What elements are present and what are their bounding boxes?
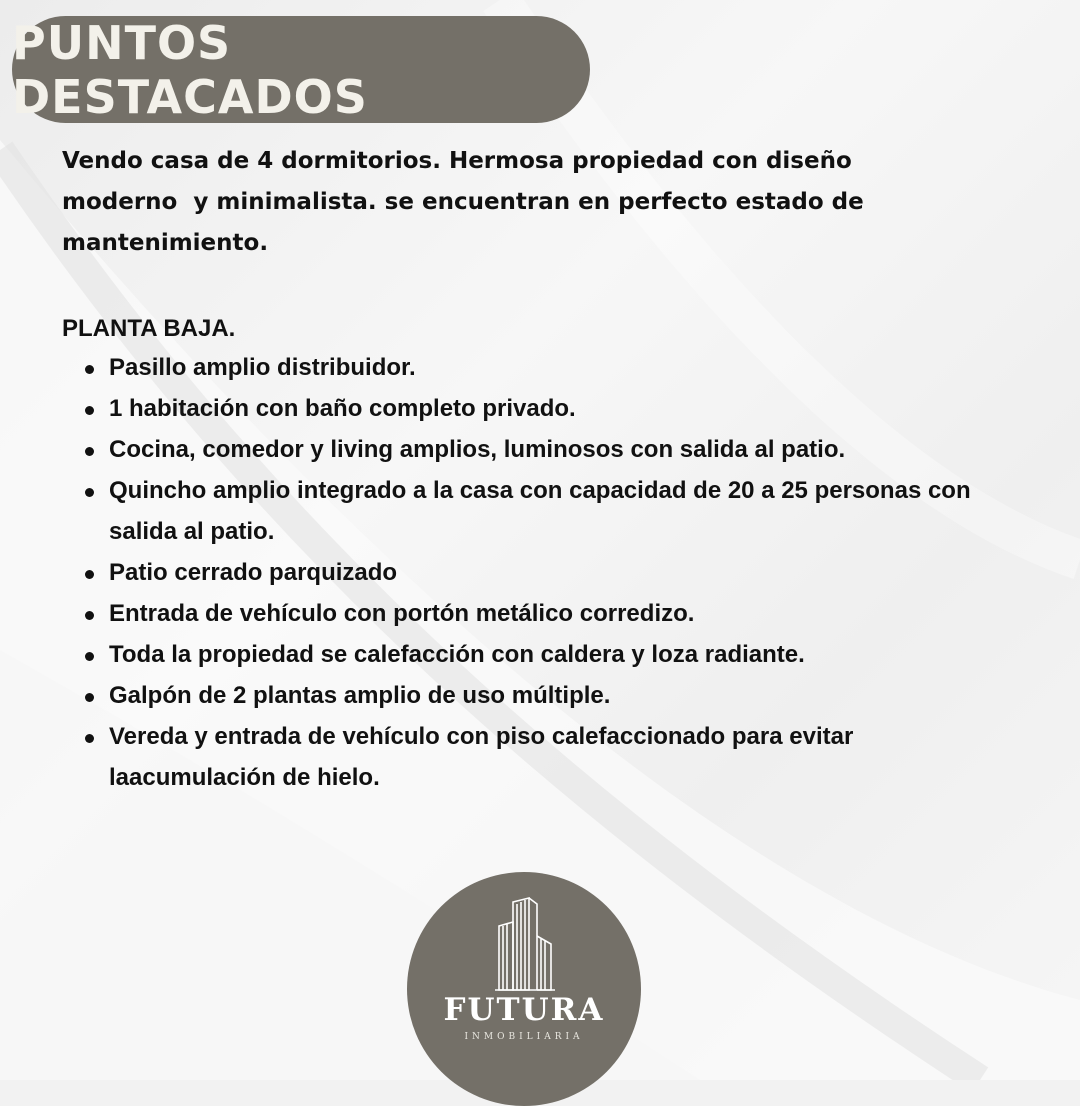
logo-name: FUTURA [443, 992, 605, 1028]
bullet-icon [85, 652, 94, 661]
list-item [82, 716, 1012, 798]
intro-paragraph: Vendo casa de 4 dormitorios. Hermosa propiedad con diseño moderno y minimalista. se encuentran en perfecto estado de mantenimiento. [62, 148, 864, 256]
futura-logo [407, 872, 641, 1080]
list-item-text: Cocina, comedor y living amplios, luminosos con salida al patio. [109, 436, 846, 463]
list-item-text: Entrada de vehículo con portón metálico corredizo. [109, 600, 695, 627]
list-item-text: Toda la propiedad se calefacción con caldera y loza radiante. [109, 641, 805, 668]
list-item-text: 1 habitación con baño completo privado. [109, 395, 576, 422]
list-item-text: Patio cerrado parquizado [109, 559, 398, 586]
bullet-icon [85, 570, 94, 579]
bullet-icon [85, 447, 94, 456]
section-title-planta-baja: PLANTA BAJA. [62, 315, 236, 342]
logo-subtitle: INMOBILIARIA [464, 1032, 584, 1042]
title-pill [12, 16, 590, 123]
bullet-icon [85, 611, 94, 620]
list-item [82, 634, 1012, 675]
list-item-text: Galpón de 2 plantas amplio de uso múltiple. [109, 682, 611, 709]
bullet-icon [85, 734, 94, 743]
list-item [82, 593, 1012, 634]
list-item-text: Quincho amplio integrado a la casa con capacidad de 20 a 25 personas con salida al patio. [109, 477, 971, 545]
list-item [82, 388, 1012, 429]
list-item [82, 675, 1012, 716]
list-item [82, 429, 1012, 470]
building-icon [491, 896, 557, 992]
list-item [82, 470, 1012, 552]
bullet-icon [85, 406, 94, 415]
features-list [82, 347, 1012, 798]
list-item-text: Vereda y entrada de vehículo con piso calefaccionado para evitar laacumulación de hielo. [109, 723, 854, 791]
list-item [82, 552, 1012, 593]
list-item-text: Pasillo amplio distribuidor. [109, 354, 416, 381]
bullet-icon [85, 693, 94, 702]
bullet-icon [85, 365, 94, 374]
page-title: PUNTOS DESTACADOS [12, 15, 368, 124]
list-item [82, 347, 1012, 388]
bullet-icon [85, 488, 94, 497]
